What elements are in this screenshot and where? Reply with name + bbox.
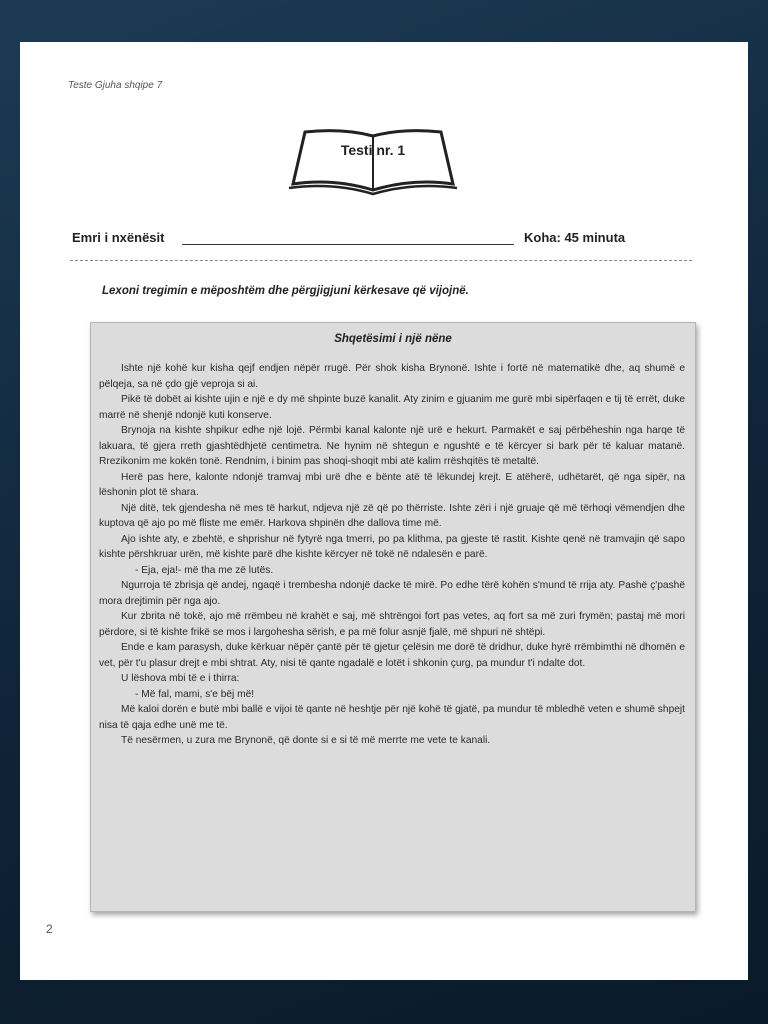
dashed-divider — [70, 260, 692, 261]
document-page — [20, 42, 748, 980]
story-paragraph: Kur zbrita në tokë, ajo më rrëmbeu në krahët e saj, më shtrëngoi fort pas vetes, aq fort sa më zuri frymën; pastaj më mori përdore, si të kishte frikë se mos i largohesha sërish, e pa më folur asnjë fjalë, më shpuri në shtëpi. — [99, 611, 685, 638]
story-paragraph: Më kaloi dorën e butë mbi ballë e vijoi të qante në heshtje për një kohë të gjatë, pa mundur të mbledhë veten e shumë shpejt nisa të qaja edhe unë me të. — [99, 704, 685, 731]
story-paragraph: Ngurroja të zbrisja që andej, ngaqë i trembesha ndonjë dacke të mirë. Po edhe tërë kohën s'mund të rrija aty. Pashë ç'pashë mora drejtimin për nga ajo. — [99, 580, 685, 607]
story-paragraph: U lëshova mbi të e i thirra: — [121, 673, 240, 684]
test-title: Testi nr. 1 — [340, 142, 406, 158]
page-number: 2 — [46, 922, 53, 936]
student-name-label: Emri i nxënësit — [72, 230, 165, 245]
story-paragraph: Të nesërmen, u zura me Brynonë, që donte si e si të më merrte me vete te kanali. — [121, 735, 491, 746]
open-book-icon — [283, 126, 463, 196]
story-text — [99, 361, 685, 749]
story-title: Shqetësimi i një nëne — [334, 333, 452, 345]
story-paragraph: Ishte një kohë kur kisha qejf endjen nëpër rrugë. Për shok kisha Brynonë. Ishte i fortë në matematikë dhe, aq shumë e pëlqeja, sa në çdo gjë veproja si ai. — [99, 363, 685, 390]
story-box — [90, 322, 696, 912]
time-limit-label: Koha: 45 minuta — [524, 230, 626, 245]
story-dialog-line: - Eja, eja!- më tha me zë lutës. — [135, 564, 274, 576]
story-paragraph: Herë pas here, kalonte ndonjë tramvaj mbi urë dhe e bënte atë të lëkundej krejt. E atëherë, udhëtarët, që nga sipër, na lëshonin plot të shara. — [99, 471, 685, 498]
story-paragraph: Një ditë, tek gjendesha në mes të harkut, ndjeva një zë që po thërriste. Ishte zëri i një gruaje që më tërhoqi vëmendjen dhe kuptova që ajo po më fliste me emër. Harkova shpinën dhe dallova time më. — [99, 502, 685, 529]
student-info-row — [72, 230, 692, 250]
running-head: Teste Gjuha shqipe 7 — [68, 80, 163, 91]
instruction-text: Lexoni tregimin e mëposhtëm dhe përgjigjuni kërkesave që vijojnë. — [102, 285, 469, 297]
story-paragraph: Ende e kam parasysh, duke kërkuar nëpër çantë për të gjetur çelësin me dorë të dridhur, duke hyrë rrëmbimthi në dhomën e vet, për t'u plasur drejt e mbi shtrat. Aty, nisi të qante ngadalë e lotët i shkonin çurg, pa mundur t'i ndalte dot. — [99, 642, 685, 669]
story-paragraph: Pikë të dobët ai kishte ujin e një e dy më shpinte buzë kanalit. Aty zinim e gjuanim me gurë mbi sipërfaqen e tij të errët, duke marrë në shenjë ndonjë kuti konserve. — [99, 394, 685, 421]
story-paragraph: Ajo ishte aty, e zbehtë, e shprishur në fytyrë nga tmerri, po pa klithma, pa gjeste të rastit. Kishte qenë në tramvajin që sapo kishte përshkruar urën, më kishte parë dhe kishte kërcyer në tokë në ndalesën e parë. — [99, 533, 685, 560]
story-dialog-line: - Më fal, mami, s'e bëj më! — [135, 688, 255, 700]
student-name-blank[interactable] — [182, 244, 514, 245]
story-paragraph: Brynoja na kishte shpikur edhe një lojë. Përmbi kanal kalonte një urë e hekurt. Parmakët e saj përbëheshin nga harqe të lakuara, të gjera rreth gjashtëdhjetë centimetra. Ne hynim në shtegun e ngushtë e të kërcyer si bark për të kaluar matanë. Rrezikonim me kokën tonë. Rendnim, i binim pas shoqi-shoqit mbi atë kalim rrëshqitës të metaltë. — [99, 425, 685, 467]
